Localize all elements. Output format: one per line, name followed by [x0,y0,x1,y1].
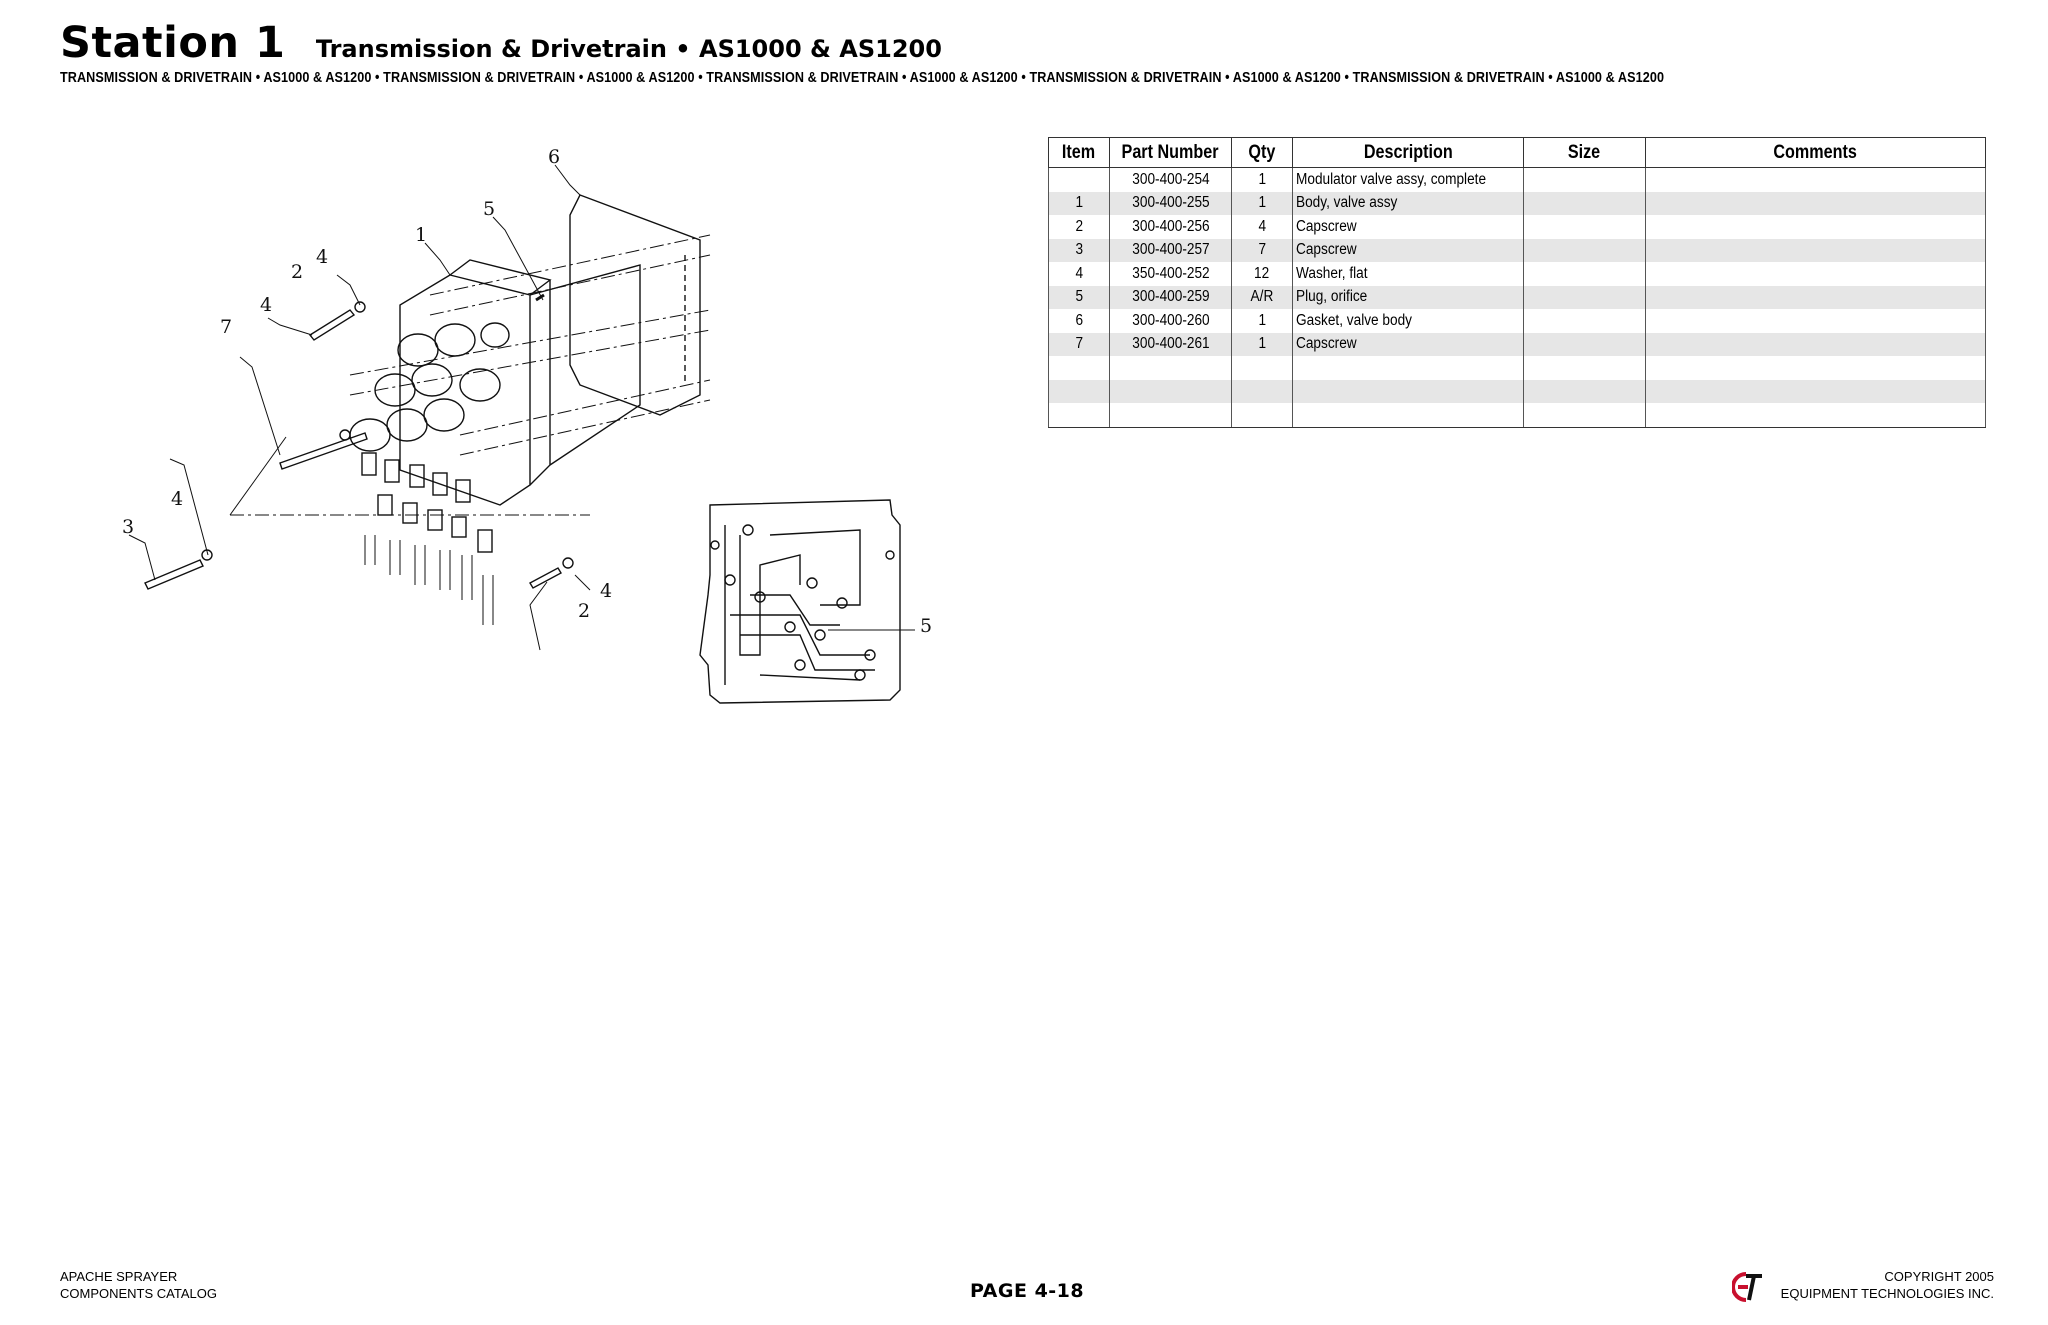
cell-comments [1646,380,1986,404]
column-header: Comments [1646,138,1986,168]
solenoid-cylinders [350,323,509,451]
cell-description: Capscrew [1293,215,1524,239]
cell-part-number: 300-400-259 [1110,286,1232,310]
cell-comments [1646,168,1986,192]
cell-qty: 7 [1232,239,1293,263]
callout-4: 4 [260,294,273,316]
cell-size [1524,215,1646,239]
cell-part-number: 300-400-254 [1110,168,1232,192]
cell-comments [1646,192,1986,216]
cell-part-number [1110,403,1232,427]
connectors [362,453,492,552]
cell-item: 5 [1049,286,1110,310]
cell-size [1524,380,1646,404]
cell-description: Modulator valve assy, complete [1293,168,1524,192]
callout-1: 1 [415,224,428,246]
cell-description: Capscrew [1293,239,1524,263]
column-header: Size [1524,138,1646,168]
footer-right-line1: COPYRIGHT 2005 [1884,1269,1994,1284]
page-header [60,18,942,68]
cell-qty: A/R [1232,286,1293,310]
cell-part-number [1110,380,1232,404]
footer-right-line2: EQUIPMENT TECHNOLOGIES INC. [1780,1286,1994,1301]
terminals [365,535,493,625]
cell-comments [1646,356,1986,380]
table-row [1049,239,1986,263]
cell-size [1524,168,1646,192]
cell-comments [1646,286,1986,310]
cell-comments [1646,309,1986,333]
callout-5: 5 [483,198,496,220]
cell-item: 6 [1049,309,1110,333]
callout-7: 7 [220,316,233,338]
cell-description: Body, valve assy [1293,192,1524,216]
footer-left-line2: COMPONENTS CATALOG [60,1286,217,1301]
cell-item: 1 [1049,192,1110,216]
callout-6: 6 [548,146,561,168]
cell-size [1524,356,1646,380]
column-header: Description [1293,138,1524,168]
cell-size [1524,333,1646,357]
table-row [1049,403,1986,427]
callout-5: 5 [920,615,933,637]
cell-comments [1646,215,1986,239]
cell-qty: 12 [1232,262,1293,286]
station-title: Station 1 [60,18,286,68]
table-row [1049,286,1986,310]
cell-comments [1646,403,1986,427]
callout-3: 3 [122,516,135,538]
column-header: Part Number [1110,138,1232,168]
cell-item: 4 [1049,262,1110,286]
cell-part-number: 300-400-261 [1110,333,1232,357]
table-row [1049,333,1986,357]
cell-comments [1646,239,1986,263]
cell-comments [1646,262,1986,286]
cell-part-number: 350-400-252 [1110,262,1232,286]
callout-2: 2 [578,600,591,622]
table-row [1049,168,1986,192]
table-row [1049,309,1986,333]
footer-catalog-name [60,1268,217,1302]
cell-description: Plug, orifice [1293,286,1524,310]
cell-description [1293,403,1524,427]
callout-4: 4 [316,246,329,268]
callout-2: 2 [291,261,304,283]
valve-body-housing [400,275,530,505]
cell-description: Washer, flat [1293,262,1524,286]
cell-part-number: 300-400-256 [1110,215,1232,239]
footer-left-line1: APACHE SPRAYER [60,1269,178,1284]
cell-item [1049,168,1110,192]
cell-qty: 1 [1232,309,1293,333]
cell-description: Gasket, valve body [1293,309,1524,333]
column-header: Item [1049,138,1110,168]
cell-item [1049,403,1110,427]
parts-table [1048,137,1986,428]
cell-size [1524,262,1646,286]
table-header-row [1049,138,1986,168]
cell-qty: 4 [1232,215,1293,239]
table-row [1049,262,1986,286]
callout-4: 4 [171,488,184,510]
cell-size [1524,192,1646,216]
cell-item [1049,380,1110,404]
table-row [1049,192,1986,216]
cell-part-number [1110,356,1232,380]
table-row [1049,215,1986,239]
et-logo [1732,1270,1764,1304]
cell-size [1524,239,1646,263]
cell-item: 7 [1049,333,1110,357]
gasket-plate [570,195,700,415]
page-number: PAGE 4-18 [970,1280,1085,1302]
callout-4: 4 [600,580,613,602]
cell-size [1524,286,1646,310]
table-row [1049,380,1986,404]
cell-qty [1232,403,1293,427]
cell-qty: 1 [1232,333,1293,357]
cell-comments [1646,333,1986,357]
cell-description [1293,356,1524,380]
cell-qty: 1 [1232,168,1293,192]
header-banner: TRANSMISSION & DRIVETRAIN • AS1000 & AS1200 • TRANSMISSION & DRIVETRAIN • AS1000 & AS1200 • TRANSMISSION & DRIVETRAIN • AS1000 & AS1200 • TRANSMISSION & DRIVETRAIN • AS1000 & AS1200 • TRANSMISSION & DRIVETRAIN • AS1000 & AS1200 [60,70,1665,86]
cell-qty [1232,356,1293,380]
footer-copyright [1781,1268,1994,1302]
exploded-parts-diagram [100,135,980,715]
cell-part-number: 300-400-260 [1110,309,1232,333]
separator-plate-detail [700,500,915,703]
cell-part-number: 300-400-257 [1110,239,1232,263]
cell-size [1524,403,1646,427]
cell-part-number: 300-400-255 [1110,192,1232,216]
cell-qty: 1 [1232,192,1293,216]
cell-qty [1232,380,1293,404]
cell-item: 3 [1049,239,1110,263]
cell-description [1293,380,1524,404]
table-row [1049,356,1986,380]
cell-size [1524,309,1646,333]
cell-item: 2 [1049,215,1110,239]
cell-description: Capscrew [1293,333,1524,357]
section-subtitle: Transmission & Drivetrain • AS1000 & AS1200 [315,35,942,63]
cell-item [1049,356,1110,380]
column-header: Qty [1232,138,1293,168]
